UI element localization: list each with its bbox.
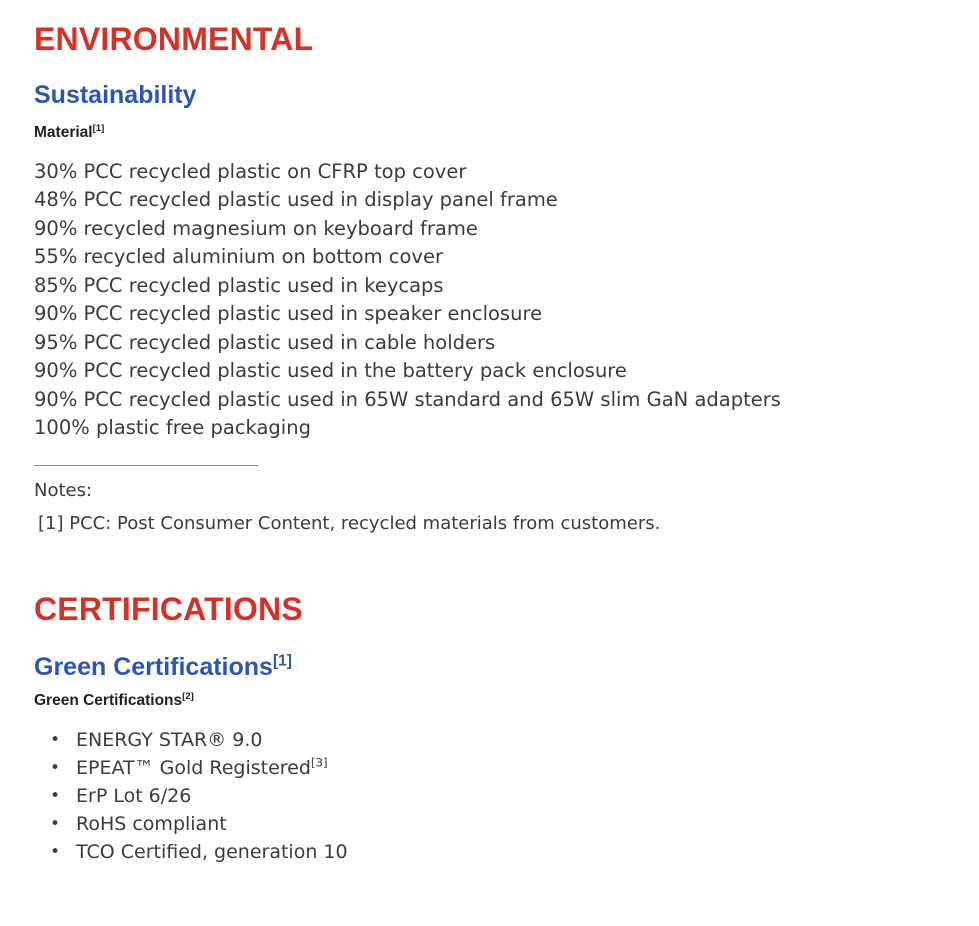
list-item-text: EPEAT™ Gold Registered <box>76 756 311 779</box>
list-item: 85% PCC recycled plastic used in keycaps <box>34 273 444 297</box>
list-item <box>34 810 945 838</box>
list-item <box>34 838 945 866</box>
list-item: 55% recycled aluminium on bottom cover <box>34 245 443 269</box>
material-label-footnote: [1] <box>92 122 105 134</box>
green-certifications-label-footnote: [2] <box>182 690 194 702</box>
list-item-text: RoHS compliant <box>76 812 227 835</box>
subsection-title-text: Green Certifications <box>34 653 273 682</box>
green-certifications-label-text: Green Certifications <box>34 691 183 709</box>
list-item: 90% PCC recycled plastic used in 65W standard and 65W slim GaN adapters <box>34 387 781 411</box>
green-certifications-label <box>34 692 945 710</box>
section-title-environmental: ENVIRONMENTAL <box>34 21 314 57</box>
list-item: 90% recycled magnesium on keyboard frame <box>34 216 478 240</box>
list-item-footnote: [3] <box>310 755 328 770</box>
subsection-title-sustainability: Sustainability <box>34 81 197 110</box>
list-item <box>34 754 945 782</box>
list-item <box>34 782 945 810</box>
list-item: 48% PCC recycled plastic used in display panel frame <box>34 188 558 212</box>
green-certifications-list <box>34 726 945 866</box>
list-item: 90% PCC recycled plastic used in speaker enclosure <box>34 302 543 326</box>
notes-label: Notes: <box>34 479 93 501</box>
subsection-title-footnote: [1] <box>272 652 292 670</box>
list-item: 100% plastic free packaging <box>34 416 311 440</box>
list-item-text: ErP Lot 6/26 <box>76 784 192 807</box>
material-label-text: Material <box>34 123 93 141</box>
notes-divider <box>34 465 258 466</box>
section-title-certifications: CERTIFICATIONS <box>34 590 303 627</box>
note-item: [1] PCC: Post Consumer Content, recycled materials from customers. <box>38 512 661 534</box>
list-item-text: TCO Certified, generation 10 <box>76 840 348 863</box>
list-item: 95% PCC recycled plastic used in cable holders <box>34 330 496 354</box>
list-item: 30% PCC recycled plastic on CFRP top cover <box>34 159 467 183</box>
material-list <box>34 158 945 443</box>
list-item: 90% PCC recycled plastic used in the battery pack enclosure <box>34 359 627 383</box>
list-item-text: ENERGY STAR® 9.0 <box>76 728 263 751</box>
subsection-title-green-certifications <box>34 653 945 682</box>
material-label <box>34 124 945 142</box>
list-item <box>34 726 945 754</box>
